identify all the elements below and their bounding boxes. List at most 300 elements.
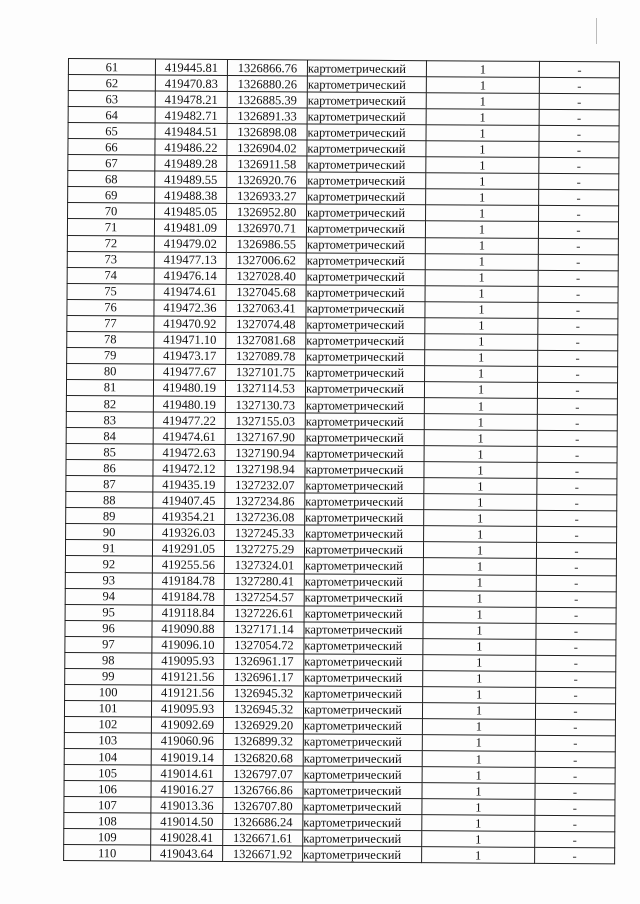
method-cell: картометрический [306, 285, 425, 302]
y-coordinate-cell: 1326945.32 [224, 685, 304, 702]
note-cell: - [535, 816, 615, 833]
note-cell: - [536, 575, 616, 592]
point-number-cell: 98 [65, 652, 152, 669]
method-cell: картометрический [304, 638, 423, 655]
y-coordinate-cell: 1327226.61 [224, 605, 304, 622]
x-coordinate-cell: 419472.36 [154, 300, 226, 316]
method-cell: картометрический [303, 734, 422, 751]
precision-cell: 1 [426, 205, 539, 222]
method-cell: картометрический [306, 365, 425, 382]
method-cell: картометрический [306, 301, 425, 318]
note-cell: - [539, 110, 619, 127]
note-cell: - [536, 559, 616, 576]
note-cell: - [537, 511, 617, 528]
y-coordinate-cell: 1327045.68 [226, 284, 306, 301]
method-cell: картометрический [305, 509, 424, 526]
x-coordinate-cell: 419092.69 [151, 717, 223, 733]
point-number-cell: 106 [64, 781, 151, 798]
precision-cell: 1 [425, 285, 538, 302]
y-coordinate-cell: 1327171.14 [224, 621, 304, 638]
method-cell: картометрический [307, 124, 426, 141]
point-number-cell: 67 [68, 155, 155, 172]
y-coordinate-cell: 1326866.76 [227, 59, 307, 76]
y-coordinate-cell: 1326671.61 [223, 830, 303, 847]
x-coordinate-cell: 419014.50 [151, 813, 223, 829]
method-cell: картометрический [307, 60, 426, 77]
point-number-cell: 68 [68, 171, 155, 188]
y-coordinate-cell: 1327155.03 [225, 412, 305, 429]
y-coordinate-cell: 1327081.68 [226, 332, 306, 349]
precision-cell: 1 [424, 494, 537, 511]
coordinates-table [63, 58, 620, 865]
point-number-cell: 61 [68, 59, 155, 76]
note-cell: - [537, 430, 617, 447]
y-coordinate-cell: 1327130.73 [225, 396, 305, 413]
note-cell: - [537, 398, 617, 415]
note-cell: - [535, 800, 615, 817]
note-cell: - [539, 93, 619, 110]
x-coordinate-cell: 419095.93 [151, 701, 223, 717]
precision-cell: 1 [426, 61, 539, 78]
point-number-cell: 66 [68, 139, 155, 156]
note-cell: - [539, 142, 619, 159]
y-coordinate-cell: 1326933.27 [227, 188, 307, 205]
x-coordinate-cell: 419480.19 [153, 396, 225, 412]
y-coordinate-cell: 1327324.01 [224, 557, 304, 574]
note-cell: - [535, 783, 615, 800]
point-number-cell: 104 [64, 749, 151, 766]
point-number-cell: 65 [68, 123, 155, 140]
precision-cell: 1 [425, 237, 538, 254]
precision-cell: 1 [424, 430, 537, 447]
point-number-cell: 107 [64, 797, 151, 814]
y-coordinate-cell: 1327254.57 [224, 589, 304, 606]
method-cell: картометрический [304, 606, 423, 623]
precision-cell: 1 [424, 382, 537, 399]
method-cell: картометрический [304, 622, 423, 639]
note-cell: - [537, 382, 617, 399]
method-cell: картометрический [303, 798, 422, 815]
precision-cell: 1 [423, 654, 536, 671]
x-coordinate-cell: 419096.10 [152, 637, 224, 653]
y-coordinate-cell: 1326885.39 [227, 92, 307, 109]
method-cell: картометрический [305, 445, 424, 462]
method-cell: картометрический [303, 750, 422, 767]
x-coordinate-cell: 419485.05 [155, 203, 227, 219]
method-cell: картометрический [303, 766, 422, 783]
precision-cell: 1 [423, 638, 536, 655]
note-cell: - [538, 254, 618, 271]
y-coordinate-cell: 1327275.29 [224, 541, 304, 558]
y-coordinate-cell: 1327232.07 [225, 477, 305, 494]
x-coordinate-cell: 419118.84 [152, 605, 224, 621]
precision-cell: 1 [425, 221, 538, 238]
point-number-cell: 70 [68, 203, 155, 220]
method-cell: картометрический [304, 686, 423, 703]
x-coordinate-cell: 419028.41 [151, 829, 223, 845]
x-coordinate-cell: 419488.38 [155, 187, 227, 203]
point-number-cell: 73 [67, 251, 154, 268]
scan-mark [596, 18, 597, 44]
note-cell: - [537, 414, 617, 431]
x-coordinate-cell: 419474.61 [154, 284, 226, 300]
point-number-cell: 64 [68, 107, 155, 124]
precision-cell: 1 [423, 574, 536, 591]
x-coordinate-cell: 419489.55 [155, 171, 227, 187]
point-number-cell: 62 [68, 75, 155, 92]
point-number-cell: 85 [66, 444, 153, 461]
method-cell: картометрический [304, 573, 423, 590]
note-cell: - [537, 479, 617, 496]
method-cell: картометрический [304, 654, 423, 671]
note-cell: - [536, 687, 616, 704]
x-coordinate-cell: 419470.83 [155, 75, 227, 91]
precision-cell: 1 [422, 767, 535, 784]
method-cell: картометрический [307, 108, 426, 125]
x-coordinate-cell: 419484.51 [155, 123, 227, 139]
point-number-cell: 94 [65, 588, 152, 605]
x-coordinate-cell: 419121.56 [152, 669, 224, 685]
method-cell: картометрический [307, 188, 426, 205]
method-cell: картометрический [306, 317, 425, 334]
note-cell: - [538, 286, 618, 303]
note-cell: - [537, 446, 617, 463]
x-coordinate-cell: 419184.78 [152, 573, 224, 589]
precision-cell: 1 [425, 253, 538, 270]
note-cell: - [538, 318, 618, 335]
y-coordinate-cell: 1326898.08 [227, 124, 307, 141]
y-coordinate-cell: 1327280.41 [224, 573, 304, 590]
point-number-cell: 90 [66, 524, 153, 541]
method-cell: картометрический [304, 541, 423, 558]
method-cell: картометрический [303, 782, 422, 799]
point-number-cell: 103 [64, 732, 151, 749]
x-coordinate-cell: 419445.81 [155, 59, 227, 75]
y-coordinate-cell: 1326986.55 [226, 236, 306, 253]
method-cell: картометрический [307, 172, 426, 189]
x-coordinate-cell: 419478.21 [155, 91, 227, 107]
y-coordinate-cell: 1327101.75 [226, 364, 306, 381]
precision-cell: 1 [426, 141, 539, 158]
point-number-cell: 80 [67, 363, 154, 380]
y-coordinate-cell: 1326952.80 [227, 204, 307, 221]
y-coordinate-cell: 1326880.26 [227, 76, 307, 93]
y-coordinate-cell: 1326797.07 [223, 766, 303, 783]
point-number-cell: 91 [65, 540, 152, 557]
x-coordinate-cell: 419060.96 [151, 733, 223, 749]
x-coordinate-cell: 419476.14 [154, 268, 226, 284]
point-number-cell: 78 [67, 331, 154, 348]
x-coordinate-cell: 419486.22 [155, 139, 227, 155]
point-number-cell: 82 [66, 395, 153, 412]
method-cell: картометрический [305, 413, 424, 430]
x-coordinate-cell: 419354.21 [153, 508, 225, 524]
method-cell: картометрический [306, 220, 425, 237]
note-cell: - [538, 302, 618, 319]
note-cell: - [536, 671, 616, 688]
point-number-cell: 89 [66, 508, 153, 525]
method-cell: картометрический [304, 557, 423, 574]
method-cell: картометрический [303, 718, 422, 735]
precision-cell: 1 [425, 301, 538, 318]
note-cell: - [536, 623, 616, 640]
x-coordinate-cell: 419470.92 [154, 316, 226, 332]
precision-cell: 1 [422, 815, 535, 832]
method-cell: картометрический [303, 846, 422, 863]
point-number-cell: 109 [64, 829, 151, 846]
point-number-cell: 102 [64, 716, 151, 733]
y-coordinate-cell: 1327114.53 [225, 380, 305, 397]
x-coordinate-cell: 419095.93 [152, 653, 224, 669]
method-cell: картометрический [305, 493, 424, 510]
y-coordinate-cell: 1326891.33 [227, 108, 307, 125]
x-coordinate-cell: 419489.28 [155, 155, 227, 171]
note-cell: - [538, 222, 618, 239]
precision-cell: 1 [425, 269, 538, 286]
precision-cell: 1 [426, 93, 539, 110]
point-number-cell: 84 [66, 428, 153, 445]
precision-cell: 1 [423, 687, 536, 704]
x-coordinate-cell: 419474.61 [153, 428, 225, 444]
point-number-cell: 99 [65, 668, 152, 685]
precision-cell: 1 [424, 414, 537, 431]
y-coordinate-cell: 1327245.33 [225, 525, 305, 542]
y-coordinate-cell: 1327167.90 [225, 429, 305, 446]
note-cell: - [535, 703, 615, 720]
point-number-cell: 87 [66, 476, 153, 493]
x-coordinate-cell: 419326.03 [153, 524, 225, 540]
note-cell: - [539, 158, 619, 175]
point-number-cell: 95 [65, 604, 152, 621]
precision-cell: 1 [424, 526, 537, 543]
precision-cell: 1 [422, 783, 535, 800]
precision-cell: 1 [422, 719, 535, 736]
note-cell: - [536, 607, 616, 624]
precision-cell: 1 [425, 366, 538, 383]
method-cell: картометрический [307, 92, 426, 109]
x-coordinate-cell: 419479.02 [154, 236, 226, 252]
point-number-cell: 71 [67, 219, 154, 236]
x-coordinate-cell: 419291.05 [152, 540, 224, 556]
precision-cell: 1 [424, 478, 537, 495]
x-coordinate-cell: 419121.56 [152, 685, 224, 701]
method-cell: картометрический [304, 670, 423, 687]
y-coordinate-cell: 1327074.48 [226, 316, 306, 333]
method-cell: картометрический [303, 830, 422, 847]
precision-cell: 1 [426, 109, 539, 126]
x-coordinate-cell: 419407.45 [153, 492, 225, 508]
y-coordinate-cell: 1327006.62 [226, 252, 306, 269]
precision-cell: 1 [426, 157, 539, 174]
note-cell: - [535, 735, 615, 752]
note-cell: - [538, 350, 618, 367]
note-cell: - [537, 527, 617, 544]
precision-cell: 1 [423, 542, 536, 559]
note-cell: - [536, 591, 616, 608]
coordinates-table-body [64, 59, 620, 865]
x-coordinate-cell: 419184.78 [152, 589, 224, 605]
y-coordinate-cell: 1326766.86 [223, 782, 303, 799]
x-coordinate-cell: 419482.71 [155, 107, 227, 123]
point-number-cell: 76 [67, 299, 154, 316]
y-coordinate-cell: 1326671.92 [223, 846, 303, 863]
y-coordinate-cell: 1327028.40 [226, 268, 306, 285]
y-coordinate-cell: 1327190.94 [225, 445, 305, 462]
y-coordinate-cell: 1327063.41 [226, 300, 306, 317]
point-number-cell: 100 [65, 684, 152, 701]
y-coordinate-cell: 1326945.32 [223, 701, 303, 718]
point-number-cell: 69 [68, 187, 155, 204]
precision-cell: 1 [422, 703, 535, 720]
method-cell: картометрический [305, 397, 424, 414]
x-coordinate-cell: 419043.64 [151, 845, 223, 861]
method-cell: картометрический [306, 349, 425, 366]
y-coordinate-cell: 1326707.80 [223, 798, 303, 815]
point-number-cell: 93 [65, 572, 152, 589]
point-number-cell: 83 [66, 412, 153, 429]
point-number-cell: 92 [65, 556, 152, 573]
precision-cell: 1 [426, 77, 539, 94]
note-cell: - [536, 543, 616, 560]
point-number-cell: 110 [64, 845, 151, 862]
precision-cell: 1 [423, 590, 536, 607]
precision-cell: 1 [425, 333, 538, 350]
precision-cell: 1 [423, 622, 536, 639]
point-number-cell: 77 [67, 315, 154, 332]
note-cell: - [539, 126, 619, 143]
method-cell: картометрический [303, 814, 422, 831]
y-coordinate-cell: 1326899.32 [223, 733, 303, 750]
note-cell: - [539, 190, 619, 207]
x-coordinate-cell: 419013.36 [151, 797, 223, 813]
point-number-cell: 97 [65, 636, 152, 653]
precision-cell: 1 [424, 510, 537, 527]
note-cell: - [538, 270, 618, 287]
point-number-cell: 63 [68, 91, 155, 108]
precision-cell: 1 [423, 558, 536, 575]
y-coordinate-cell: 1326686.24 [223, 814, 303, 831]
note-cell: - [535, 767, 615, 784]
note-cell: - [539, 206, 619, 223]
table-row [64, 845, 615, 864]
note-cell: - [539, 61, 619, 78]
x-coordinate-cell: 419481.09 [154, 220, 226, 236]
y-coordinate-cell: 1326911.58 [227, 156, 307, 173]
precision-cell: 1 [422, 847, 535, 864]
y-coordinate-cell: 1326920.76 [227, 172, 307, 189]
method-cell: картометрический [306, 253, 425, 270]
precision-cell: 1 [425, 350, 538, 367]
note-cell: - [539, 174, 619, 191]
note-cell: - [539, 77, 619, 94]
method-cell: картометрический [305, 429, 424, 446]
y-coordinate-cell: 1326904.02 [227, 140, 307, 157]
point-number-cell: 86 [66, 460, 153, 477]
x-coordinate-cell: 419473.17 [154, 348, 226, 364]
method-cell: картометрический [305, 477, 424, 494]
y-coordinate-cell: 1326970.71 [226, 220, 306, 237]
y-coordinate-cell: 1327198.94 [225, 461, 305, 478]
point-number-cell: 81 [66, 379, 153, 396]
y-coordinate-cell: 1327089.78 [226, 348, 306, 365]
precision-cell: 1 [422, 831, 535, 848]
x-coordinate-cell: 419477.22 [153, 412, 225, 428]
x-coordinate-cell: 419480.19 [153, 380, 225, 396]
precision-cell: 1 [424, 462, 537, 479]
precision-cell: 1 [422, 735, 535, 752]
point-number-cell: 101 [64, 700, 151, 717]
precision-cell: 1 [423, 606, 536, 623]
note-cell: - [538, 238, 618, 255]
note-cell: - [538, 334, 618, 351]
note-cell: - [535, 848, 615, 865]
x-coordinate-cell: 419014.61 [151, 765, 223, 781]
point-number-cell: 74 [67, 267, 154, 284]
x-coordinate-cell: 419016.27 [151, 781, 223, 797]
method-cell: картометрический [306, 236, 425, 253]
y-coordinate-cell: 1326929.20 [223, 717, 303, 734]
note-cell: - [538, 366, 618, 383]
method-cell: картометрический [304, 590, 423, 607]
precision-cell: 1 [424, 446, 537, 463]
x-coordinate-cell: 419019.14 [151, 749, 223, 765]
y-coordinate-cell: 1326961.17 [224, 669, 304, 686]
note-cell: - [536, 639, 616, 656]
x-coordinate-cell: 419255.56 [152, 556, 224, 572]
y-coordinate-cell: 1327054.72 [224, 637, 304, 654]
precision-cell: 1 [424, 398, 537, 415]
note-cell: - [536, 655, 616, 672]
point-number-cell: 96 [65, 620, 152, 637]
method-cell: картометрический [305, 381, 424, 398]
precision-cell: 1 [423, 670, 536, 687]
point-number-cell: 105 [64, 765, 151, 782]
method-cell: картометрический [307, 156, 426, 173]
method-cell: картометрический [307, 204, 426, 221]
point-number-cell: 108 [64, 813, 151, 830]
y-coordinate-cell: 1326820.68 [223, 749, 303, 766]
precision-cell: 1 [422, 799, 535, 816]
precision-cell: 1 [426, 189, 539, 206]
method-cell: картометрический [307, 140, 426, 157]
note-cell: - [535, 832, 615, 849]
y-coordinate-cell: 1327236.08 [225, 509, 305, 526]
method-cell: картометрический [305, 525, 424, 542]
precision-cell: 1 [426, 125, 539, 142]
precision-cell: 1 [422, 751, 535, 768]
precision-cell: 1 [426, 173, 539, 190]
point-number-cell: 79 [67, 347, 154, 364]
x-coordinate-cell: 419435.19 [153, 476, 225, 492]
note-cell: - [535, 751, 615, 768]
x-coordinate-cell: 419472.12 [153, 460, 225, 476]
x-coordinate-cell: 419090.88 [152, 621, 224, 637]
x-coordinate-cell: 419477.67 [154, 364, 226, 380]
method-cell: картометрический [307, 76, 426, 93]
y-coordinate-cell: 1327234.86 [225, 493, 305, 510]
point-number-cell: 72 [67, 235, 154, 252]
note-cell: - [537, 463, 617, 480]
x-coordinate-cell: 419471.10 [154, 332, 226, 348]
precision-cell: 1 [425, 317, 538, 334]
method-cell: картометрический [306, 269, 425, 286]
method-cell: картометрический [306, 333, 425, 350]
x-coordinate-cell: 419472.63 [153, 444, 225, 460]
x-coordinate-cell: 419477.13 [154, 252, 226, 268]
y-coordinate-cell: 1326961.17 [224, 653, 304, 670]
point-number-cell: 75 [67, 283, 154, 300]
method-cell: картометрический [303, 702, 422, 719]
